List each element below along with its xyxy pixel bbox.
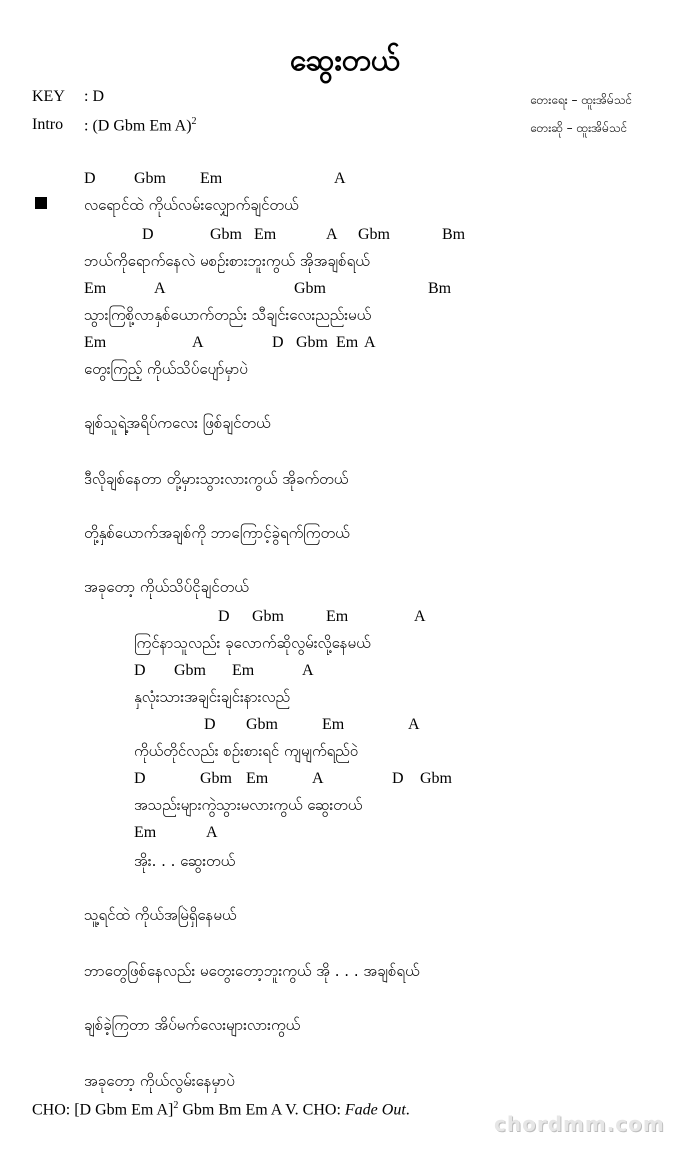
chord: A (334, 170, 346, 187)
chord: D (134, 770, 146, 787)
chord: Gbm (252, 608, 284, 625)
chorus-footer: CHO: [D Gbm Em A]$^2$ Gbm Bm Em A V. CHO: Fade Out. (32, 1100, 410, 1119)
chord: Bm (428, 280, 452, 297)
lyric-line: သူ့ရင်ထဲ ကိုယ်အမြဲရှိနေမယ် (84, 906, 237, 924)
chord: Em (200, 170, 223, 187)
key-value: : D (84, 88, 104, 105)
lyric-line: အိုး. . . ဆွေးတယ် (134, 852, 236, 870)
chord: Em (134, 824, 157, 841)
lyric-line: ကိုယ်တိုင်လည်း စဉ်းစားရင် ကျမျက်ရည်ဝဲ (134, 742, 359, 760)
site-watermark: chordmm.com (494, 1112, 665, 1136)
chord: D (84, 170, 96, 187)
chord: Gbm (296, 334, 328, 351)
chord: A (408, 716, 420, 733)
chord: D (272, 334, 284, 351)
lyric-line: ကြင်နာသူလည်း ခုလောက်ဆိုလွမ်းလို့နေမယ် (134, 634, 371, 652)
lyric-line: လရောင်ထဲ ကိုယ်လမ်းလျှောက်ချင်တယ် (84, 196, 299, 214)
chord: Gbm (420, 770, 452, 787)
chord: Em (84, 334, 107, 351)
chord: Em (246, 770, 269, 787)
chord: Em (336, 334, 359, 351)
chord: Gbm (294, 280, 326, 297)
lyric-line: အခုတော့ ကိုယ်သိပ်ငိုချင်တယ် (84, 578, 249, 596)
chord: A (414, 608, 426, 625)
chord: Gbm (174, 662, 206, 679)
lyric-line: အသည်းများကွဲသွားမလားကွယ် ဆွေးတယ် (134, 796, 363, 814)
lyric-line: ဘာတွေဖြစ်နေလည်း မတွေးတော့ဘူးကွယ် အို . . . အချစ်ရယ် (84, 962, 420, 980)
chord: D (134, 662, 146, 679)
lyric-line: ချစ်သူရဲ့အရိပ်ကလေး ဖြစ်ချင်တယ် (84, 414, 271, 432)
lyric-line: တွေးကြည့် ကိုယ်သိပ်ပျော်မှာပဲ (84, 360, 248, 378)
song-title: ဆွေးတယ် (289, 44, 401, 77)
lyric-line: ဒီလိုချစ်နေတာ တို့မှားသွားလားကွယ် အိုခက်တယ် (84, 470, 349, 488)
chord: A (302, 662, 314, 679)
chord: A (154, 280, 166, 297)
chord: A (206, 824, 218, 841)
chord: A (326, 226, 338, 243)
lyric-line: အခုတော့ ကိုယ်လွမ်းနေမှာပဲ (84, 1072, 235, 1090)
chord: Gbm (358, 226, 390, 243)
chord: Gbm (246, 716, 278, 733)
chord: D (218, 608, 230, 625)
chord: Em (84, 280, 107, 297)
chord: Gbm (210, 226, 242, 243)
intro-label: Intro (32, 116, 64, 133)
chord: Gbm (134, 170, 166, 187)
lyric-line: နှလုံးသားအချင်းချင်းနားလည် (134, 688, 291, 706)
chord: Bm (442, 226, 466, 243)
lyricist-credit: တေးရေး – ထူးအိမ်သင် (530, 93, 633, 107)
verse-marker (35, 197, 47, 209)
chord: Em (254, 226, 277, 243)
chord: A (192, 334, 204, 351)
chord: A (312, 770, 324, 787)
chord: Gbm (200, 770, 232, 787)
singer-credit: တေးဆို – ထူးအိမ်သင် (530, 121, 628, 135)
chord: Em (322, 716, 345, 733)
lyric-line: ဘယ်ကိုရောက်နေလဲ မစဉ်းစားဘူးကွယ် အိုအချစ်ရယ် (84, 252, 370, 270)
chord: Em (326, 608, 349, 625)
chord: D (392, 770, 404, 787)
key-label: KEY (32, 88, 65, 105)
intro-value: : (D Gbm Em A)$^2$ (84, 116, 197, 135)
lyric-line: တို့နှစ်ယောက်အချစ်ကို ဘာကြောင့်ခွဲရက်ကြတယ် (84, 524, 350, 542)
lyric-line: သွားကြစို့လာနှစ်ယောက်တည်း သီချင်းလေးညည်းမယ် (84, 306, 372, 324)
chord: Em (232, 662, 255, 679)
chord: D (142, 226, 154, 243)
lyric-line: ချစ်ခဲ့ကြတာ အိပ်မက်လေးများလားကွယ် (84, 1016, 301, 1034)
chord: D (204, 716, 216, 733)
chord: A (364, 334, 376, 351)
